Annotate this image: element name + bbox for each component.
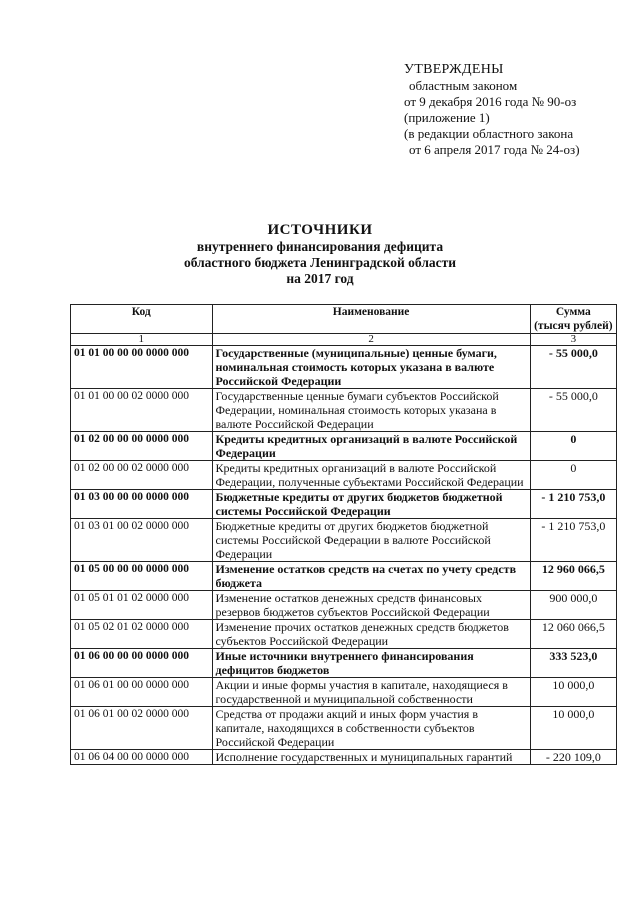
table-row bbox=[71, 591, 617, 620]
cell-sum: - 1 210 753,0 bbox=[530, 490, 616, 519]
table-row bbox=[71, 346, 617, 389]
title-main: ИСТОЧНИКИ bbox=[267, 222, 373, 238]
cell-name: Средства от продажи акций и иных форм участия в капитале, находящихся в собственности субъектов Российской Федерации bbox=[212, 707, 530, 750]
approval-heading: УТВЕРЖДЕНЫ bbox=[404, 62, 504, 77]
document-title bbox=[0, 221, 640, 287]
table-row bbox=[71, 461, 617, 490]
approval-line: от 9 декабря 2016 года № 90-оз bbox=[404, 94, 577, 109]
cell-code: 01 05 01 01 02 0000 000 bbox=[71, 591, 213, 620]
cell-sum: - 220 109,0 bbox=[530, 750, 616, 765]
cell-name: Изменение остатков средств на счетах по учету средств бюджета bbox=[212, 562, 530, 591]
table-row bbox=[71, 490, 617, 519]
cell-name: Иные источники внутреннего финансирования дефицитов бюджетов bbox=[212, 649, 530, 678]
column-number: 1 bbox=[71, 334, 213, 346]
table-row bbox=[71, 678, 617, 707]
cell-code: 01 06 01 00 00 0000 000 bbox=[71, 678, 213, 707]
cell-code: 01 05 02 01 02 0000 000 bbox=[71, 620, 213, 649]
approval-line: (в редакции областного закона bbox=[404, 126, 574, 141]
sources-table bbox=[70, 304, 617, 765]
column-number: 3 bbox=[530, 334, 616, 346]
cell-sum: 900 000,0 bbox=[530, 591, 616, 620]
table-row bbox=[71, 649, 617, 678]
cell-name: Акции и иные формы участия в капитале, находящиеся в государственной и муниципальной собственности bbox=[212, 678, 530, 707]
cell-name: Изменение остатков денежных средств финансовых резервов бюджетов субъектов Российской Федерации bbox=[212, 591, 530, 620]
header-name: Наименование bbox=[212, 305, 530, 334]
cell-code: 01 05 00 00 00 0000 000 bbox=[71, 562, 213, 591]
cell-code: 01 01 00 00 00 0000 000 bbox=[71, 346, 213, 389]
cell-code: 01 02 00 00 02 0000 000 bbox=[71, 461, 213, 490]
approval-stamp bbox=[404, 62, 634, 158]
cell-name: Бюджетные кредиты от других бюджетов бюджетной системы Российской Федерации bbox=[212, 490, 530, 519]
cell-name: Государственные ценные бумаги субъектов Российской Федерации, номинальная стоимость которых указана в валюте Российской Федерации bbox=[212, 389, 530, 432]
table-header-row bbox=[71, 305, 617, 334]
cell-sum: 10 000,0 bbox=[530, 707, 616, 750]
approval-line: от 6 апреля 2017 года № 24-оз) bbox=[409, 142, 580, 157]
cell-name: Кредиты кредитных организаций в валюте Российской Федерации bbox=[212, 432, 530, 461]
approval-line: областным законом bbox=[409, 78, 518, 93]
title-line: внутреннего финансирования дефицита bbox=[196, 239, 444, 254]
table-row bbox=[71, 750, 617, 765]
table-body bbox=[71, 346, 617, 765]
cell-sum: - 55 000,0 bbox=[530, 389, 616, 432]
table-row bbox=[71, 389, 617, 432]
title-line: областного бюджета Ленинградской области bbox=[183, 255, 457, 270]
header-sum-label: Сумма bbox=[555, 306, 591, 318]
cell-sum: 0 bbox=[530, 461, 616, 490]
cell-name: Кредиты кредитных организаций в валюте Российской Федерации, полученные субъектами Российской Федерации bbox=[212, 461, 530, 490]
cell-name: Изменение прочих остатков денежных средств бюджетов субъектов Российской Федерации bbox=[212, 620, 530, 649]
cell-code: 01 06 00 00 00 0000 000 bbox=[71, 649, 213, 678]
column-number: 2 bbox=[212, 334, 530, 346]
cell-sum: 12 960 066,5 bbox=[530, 562, 616, 591]
table-row bbox=[71, 707, 617, 750]
table-row bbox=[71, 519, 617, 562]
table-row bbox=[71, 562, 617, 591]
cell-name: Государственные (муниципальные) ценные бумаги, номинальная стоимость которых указана в валюте Российской Федерации bbox=[212, 346, 530, 389]
cell-sum: 10 000,0 bbox=[530, 678, 616, 707]
column-number-row bbox=[71, 334, 617, 346]
cell-name: Бюджетные кредиты от других бюджетов бюджетной системы Российской Федерации в валюте Российской Федерации bbox=[212, 519, 530, 562]
header-code: Код bbox=[71, 305, 213, 334]
cell-sum: - 1 210 753,0 bbox=[530, 519, 616, 562]
header-sum-unit: (тысяч рублей) bbox=[534, 320, 613, 332]
cell-name: Исполнение государственных и муниципальных гарантий bbox=[212, 750, 530, 765]
cell-sum: 333 523,0 bbox=[530, 649, 616, 678]
table-row bbox=[71, 620, 617, 649]
cell-code: 01 03 01 00 02 0000 000 bbox=[71, 519, 213, 562]
cell-sum: - 55 000,0 bbox=[530, 346, 616, 389]
approval-line: (приложение 1) bbox=[404, 110, 490, 125]
header-sum bbox=[530, 305, 616, 334]
cell-sum: 0 bbox=[530, 432, 616, 461]
cell-code: 01 06 04 00 00 0000 000 bbox=[71, 750, 213, 765]
cell-code: 01 01 00 00 02 0000 000 bbox=[71, 389, 213, 432]
cell-code: 01 02 00 00 00 0000 000 bbox=[71, 432, 213, 461]
table-row bbox=[71, 432, 617, 461]
title-line: на 2017 год bbox=[286, 271, 354, 286]
cell-code: 01 06 01 00 02 0000 000 bbox=[71, 707, 213, 750]
cell-code: 01 03 00 00 00 0000 000 bbox=[71, 490, 213, 519]
cell-sum: 12 060 066,5 bbox=[530, 620, 616, 649]
